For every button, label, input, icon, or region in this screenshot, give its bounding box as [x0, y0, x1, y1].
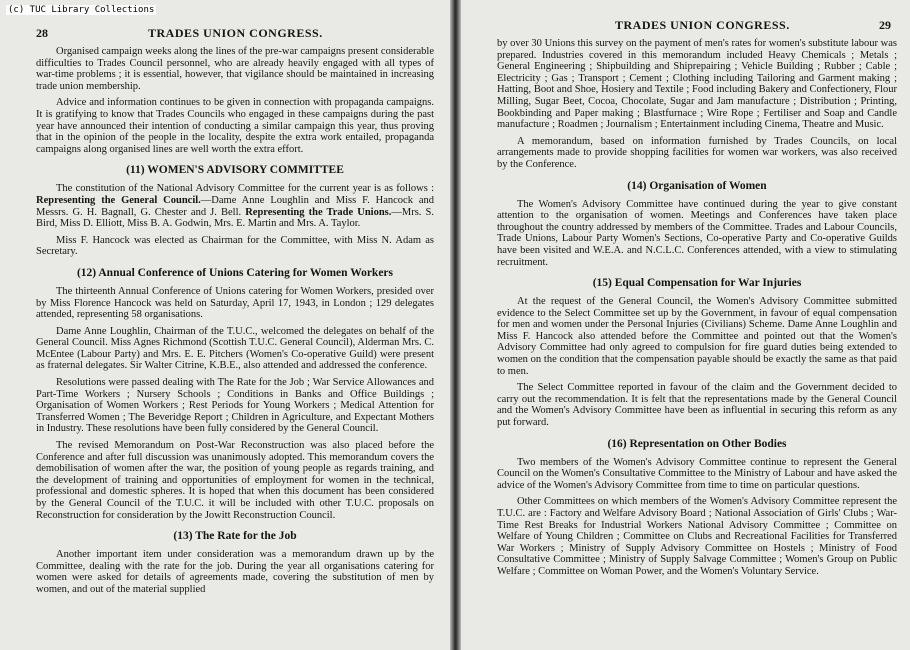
text-run: —Dame Anne Loughlin and Miss F. Hancock and Messrs. G. H. Bagnall, G. Chester and J. Bell.: [36, 194, 435, 218]
paragraph: A memorandum, based on information furnished by Trades Councils, on local arrangements made to provide shopping facilities for women war workers, was also received by the Conference.: [497, 135, 897, 170]
paragraph: The Women's Advisory Committee have continued during the year to give constant attention to the organisation of women. Meetings and Conferences have taken place throughout the country addressed by members of the Committee. Trades and Labour Councils, Trade Unions, Labour Party Women's Sections, Co-operative Party and Co-operative Guilds have been visited and W.E.A. and N.C.L.C. Conferences attended, with a view to stimulating recruitment.: [497, 198, 897, 268]
committee-constitution: [36, 183, 434, 229]
text-run: —Mrs. S. Bird, Miss D. Elliott, Miss B. A. Godwin, Mrs. E. Martin and Mrs. A. Taylor.: [36, 206, 434, 230]
section-heading-11: (11) WOMEN'S ADVISORY COMMITTEE: [126, 164, 344, 177]
left-running-title: TRADES UNION CONGRESS.: [148, 26, 323, 40]
left-page: [0, 0, 450, 650]
continued-paragraph: by over 30 Unions this survey on the payment of men's rates for women's substitute labour was prepared. Industries covered in this memorandum included Heavy Chemicals ; Metals ; General Engineering ; Shipbuilding and Shiprepairing ; Vehicle Building ; Rubber ; Cable ; Electricity ; Gas ; Transport ; Cement ; Clothing including Tailoring and Garment making ; Hatting, Boot and Shoe, Hosiery and Textile ; Food including Bakery and Confectionery, Flour Milling, Sugar Beet, Cocoa, Chocolate, Sugar and Jam manufacture ; Distribution ; Printing, Bookbinding and Paper making ; Blastfurnace ; Wire Rope ; Fertiliser and Soap and Candle manufacture ; Roadmen ; Journalism ; Entertainment including Cinema, Theatre and Music.: [497, 38, 897, 131]
paragraph: The thirteenth Annual Conference of Unions catering for Women Workers, presided over by Miss Florence Hancock was held on Saturday, April 17, 1943, in London ; 129 delegates attended, representing 58 organisations.: [36, 285, 434, 321]
right-page-number: 29: [879, 18, 891, 32]
paragraph: The Select Committee reported in favour of the claim and the Government decided to carry out the recommendation. It is felt that the representations made by the General Council and the Women's Advisory Committee have been as influential in securing this reform as any put forward.: [497, 382, 897, 429]
right-running-head: [497, 18, 897, 34]
paragraph: Another important item under consideration was a memorandum drawn up by the Committee, dealing with the rate for the job. During the year all organisations catering for women were asked for details of agreements made, covering the substitution of men by women, and out of the material supplied: [36, 549, 434, 595]
left-running-head: [36, 26, 434, 42]
paragraph: Resolutions were passed dealing with The Rate for the Job ; War Service Allowances and Part-Time Workers ; Nursery Schools ; Conditions in Banks and Office Buildings ; Organisation of Women Workers ; Rest Periods for Young Workers ; Medical Attention for Transferred Women ; The Beveridge Report ; Children in Agriculture, and Expectant Mothers in Industry. These resolutions have been fully considered by the General Council.: [36, 377, 434, 435]
right-page: [461, 0, 910, 650]
paragraph: Miss F. Hancock was elected as Chairman for the Committee, with Miss N. Adam as Secretary.: [36, 234, 434, 258]
left-page-number: 28: [36, 26, 48, 40]
section-heading-12: (12) Annual Conference of Unions Catering for Women Workers: [76, 266, 394, 279]
section-heading-15: (15) Equal Compensation for War Injuries: [592, 277, 802, 290]
paragraph: Advice and information continues to be given in connection with propaganda campaigns. It is gratifying to know that Trades Councils who engaged in these campaigns during the past year have announced their intention of conducting a similar campaign this year, thus proving that in the opinion of the people in the locality, despite the extra work entailed, propaganda campaigns along organised lines are well worth the extra effort.: [36, 97, 434, 155]
section-heading-13: (13) The Rate for the Job: [173, 530, 297, 543]
right-running-title: TRADES UNION CONGRESS.: [615, 18, 790, 32]
paragraph: Two members of the Women's Advisory Committee continue to represent the General Council on the Women's Consultative Committee to the Ministry of Labour and have asked the advice of the Women's Advisory Committee from time to time on particular questions.: [497, 456, 897, 491]
bold-run: Representing the General Council.: [36, 194, 201, 206]
paragraph: Dame Anne Loughlin, Chairman of the T.U.C., welcomed the delegates on behalf of the General Council. Miss Agnes Richmond (Scottish T.U.C. General Council), Alderman Mrs. C. McEntee (Labour Party) and Mrs. E. E. Pitchers (Women's Co-operative Guild) were present as fraternal delegates. Sir Walter Citrine, K.B.E., also attended and addressed the conference.: [36, 325, 434, 372]
text-run: The constitution of the National Advisory Committee for the current year is as follows :: [56, 183, 434, 195]
paragraph: The revised Memorandum on Post-War Reconstruction was also placed before the Conference and after full discussion was unanimously adopted. This memorandum covers the demobilisation of women after the war, the position of young people as regards training, and the development of training and opportunities of employment for women in the technical, professional and domestic spheres. It is hoped that when this document has been considered by the General Council of the T.U.C. it will be included with other T.U.C. proposals on Reconstruction for consideration by the Jowitt Reconstruction Council.: [36, 440, 434, 521]
book-gutter: [450, 0, 461, 650]
bold-run: Representing the Trade Unions.: [245, 206, 392, 218]
section-heading-14: (14) Organisation of Women: [627, 179, 767, 192]
paragraph: At the request of the General Council, the Women's Advisory Committee submitted evidence to the Select Committee set up by the Government, in favour of equal compensation for men and women under the Personal Injuries (Civilians) Scheme. Dame Anne Loughlin and Miss F. Hancock also attended before the Committee and pointed out that the Women's Advisory Committee had only agreed to compulsion for fire guard duties being extended to women on the condition that the compensation payable should be exactly the same as that paid to men.: [497, 296, 897, 377]
collection-watermark: (c) TUC Library Collections: [8, 5, 155, 15]
section-heading-16: (16) Representation on Other Bodies: [607, 437, 787, 450]
paragraph: Other Committees on which members of the Women's Advisory Committee represent the T.U.C. are : Factory and Welfare Advisory Board ; National Association of Girls' Clubs ; War-Time Rest Breaks for Industrial Workers National Advisory Committee ; Committee on Welfare of Young Children ; Committee on Clubs and Recreational Facilities for Transferred War Workers ; Ministry of Supply Advisory Committee on Hostels ; Ministry of Food Consultative Committee ; Ministry of Supply Salvage Committee ; Women's Group on Public Welfare ; Committee on Woman Power, and the Women's Voluntary Service.: [497, 496, 897, 577]
paragraph: Organised campaign weeks along the lines of the pre-war campaigns present considerable difficulties to Trades Council personnel, who are already heavily engaged with all types of war-time problems ; it is essential, however, that vigilance should be maintained in increasing trade union membership.: [36, 46, 434, 92]
